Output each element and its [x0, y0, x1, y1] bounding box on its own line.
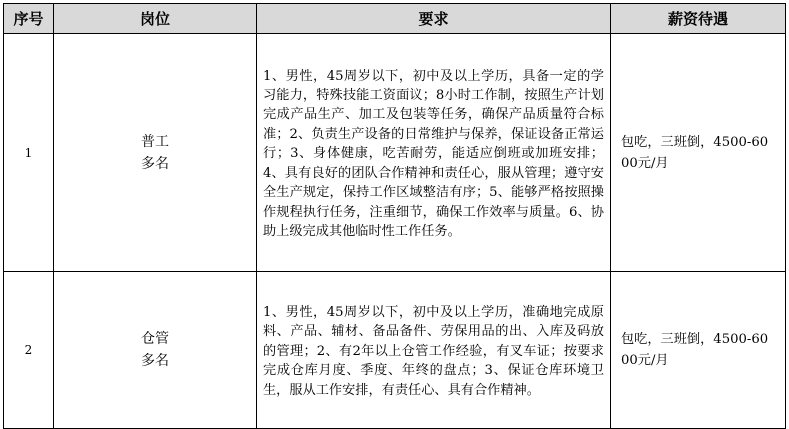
recruitment-table-container [3, 3, 786, 429]
position-title: 仓管 [141, 331, 169, 347]
header-position: 岗位 [54, 4, 257, 34]
table-header-row [4, 4, 786, 34]
requirements-cell: 1、男性，45周岁以下，初中及以上学历，准确地完成原料、产品、辅材、备品备件、劳保用品的出、入库及码放的管理；2、有2年以上仓管工作经验，有叉车证；按要求完成仓库月度、季度、年终的盘点；3、保证仓库环境卫生，服从工作安排，有责任心、具有合作精神。 [257, 272, 611, 429]
table-row [4, 34, 786, 272]
position-title: 普工 [141, 133, 169, 150]
table-row [4, 272, 786, 429]
position-cell [54, 272, 257, 429]
position-cell [54, 34, 257, 272]
header-salary: 薪资待遇 [611, 4, 786, 34]
header-no: 序号 [4, 4, 54, 34]
salary-cell: 包吃，三班倒，4500-6000元/月 [611, 34, 786, 272]
requirements-cell: 1、男性，45周岁以下，初中及以上学历，具备一定的学习能力，特殊技能工资面议；8小时工作制，按照生产计划完成产品生产、加工及包装等任务，确保产品质量符合标准；2、负责生产设备的日常维护与保养，保证设备正常运行；3、身体健康，吃苦耐劳，能适应倒班或加班安排；4、具有良好的团队合作精神和责任心，服从管理；遵守安全生产规定，保持工作区域整洁有序；5、能够严格按照操作规程执行任务，注重细节，确保工作效率与质量。6、协助上级完成其他临时性工作任务。 [257, 34, 611, 272]
recruitment-table [3, 3, 786, 429]
row-number: 1 [4, 34, 54, 272]
header-requirements: 要求 [257, 4, 611, 34]
salary-cell: 包吃，三班倒，4500-6000元/月 [611, 272, 786, 429]
row-number: 2 [4, 272, 54, 429]
position-headcount: 多名 [141, 353, 169, 369]
position-headcount: 多名 [141, 155, 169, 172]
